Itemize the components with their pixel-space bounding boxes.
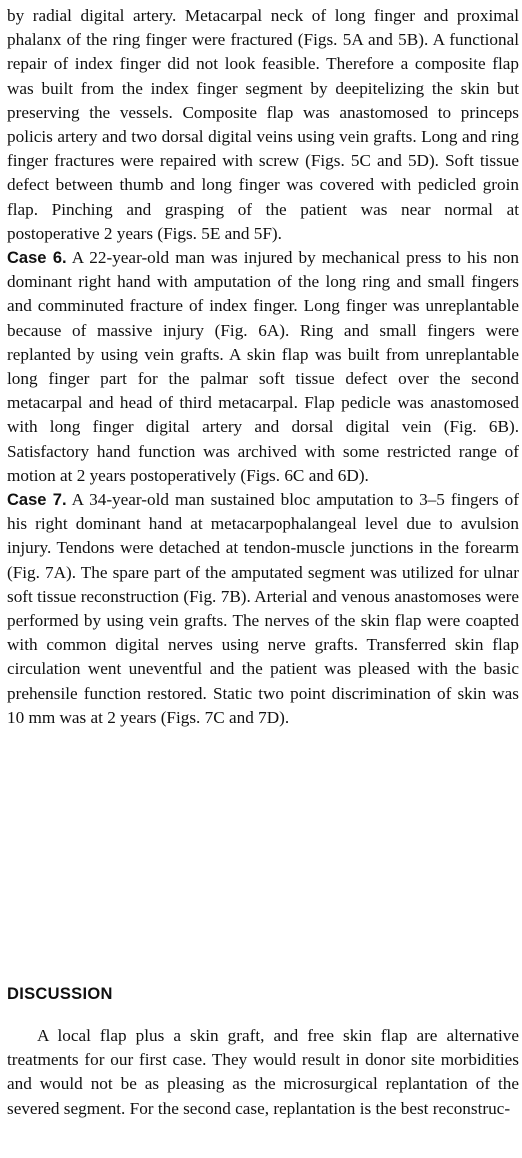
discussion-paragraph: A local flap plus a skin graft, and free skin flap are alternative treatments for our first case. They would result in donor site morbidities and would not be as pleasing as the microsurgical replantation of the severed segment. For the second case, replantation is the best reconstruc- [7,1026,519,1118]
case-7-paragraph [7,488,519,730]
paper-page [7,4,519,1118]
case-6-label: Case 6. [7,249,67,268]
case-7-text: A 34-year-old man sustained bloc amputation to 3–5 fingers of his right dominant hand at metacarpophalangeal level due to avulsion injury. Tendons were detached at tendon-muscle junctions in the forearm (Fig. 7A). The spare part of the amputated segment was utilized for ulnar soft tissue reconstruction (Fig. 7B). Arterial and venous anastomoses were performed by using vein grafts. The nerves of the skin flap were coapted with common digital nerves using nerve grafts. Transferred skin flap circulation went uneventful and the patient was pleased with the basic prehensile function restored. Static two point discrimination of skin was 10 mm was at 2 years (Figs. 7C and 7D). [7,490,519,727]
case-7-label: Case 7. [7,491,67,510]
case-6-text: A 22-year-old man was injured by mechanical press to his non dominant right hand with amputation of the long ring and small fingers and comminuted fracture of index finger. Long finger was unreplantable because of massive injury (Fig. 6A). Ring and small fingers were replanted by using vein grafts. A skin flap was built from unreplantable long finger part for the palmar soft tissue defect over the second metacarpal and head of third metacarpal. Flap pedicle was anastomosed with long finger digital artery and dorsal digital vein (Fig. 6B). Satisfactory hand function was archived with some restricted range of motion at 2 years postoperatively (Figs. 6C and 6D). [7,248,519,485]
continuation-paragraph: by radial digital artery. Metacarpal neck of long finger and proximal phalanx of the ring finger were fractured (Figs. 5A and 5B). A functional repair of index finger did not look feasible. Therefore a composite flap was built from the index finger segment by deepitelizing the skin but preserving the vessels. Composite flap was anastomosed to princeps policis artery and two dorsal digital veins using vein grafts. Long and ring finger fractures were repaired with screw (Figs. 5C and 5D). Soft tissue defect between thumb and long finger was covered with pedicled groin flap. Pinching and grasping of the patient was near normal at postoperative 2 years (Figs. 5E and 5F). [7,6,519,243]
case-6-paragraph [7,246,519,488]
discussion-heading: DISCUSSION [7,985,113,1003]
